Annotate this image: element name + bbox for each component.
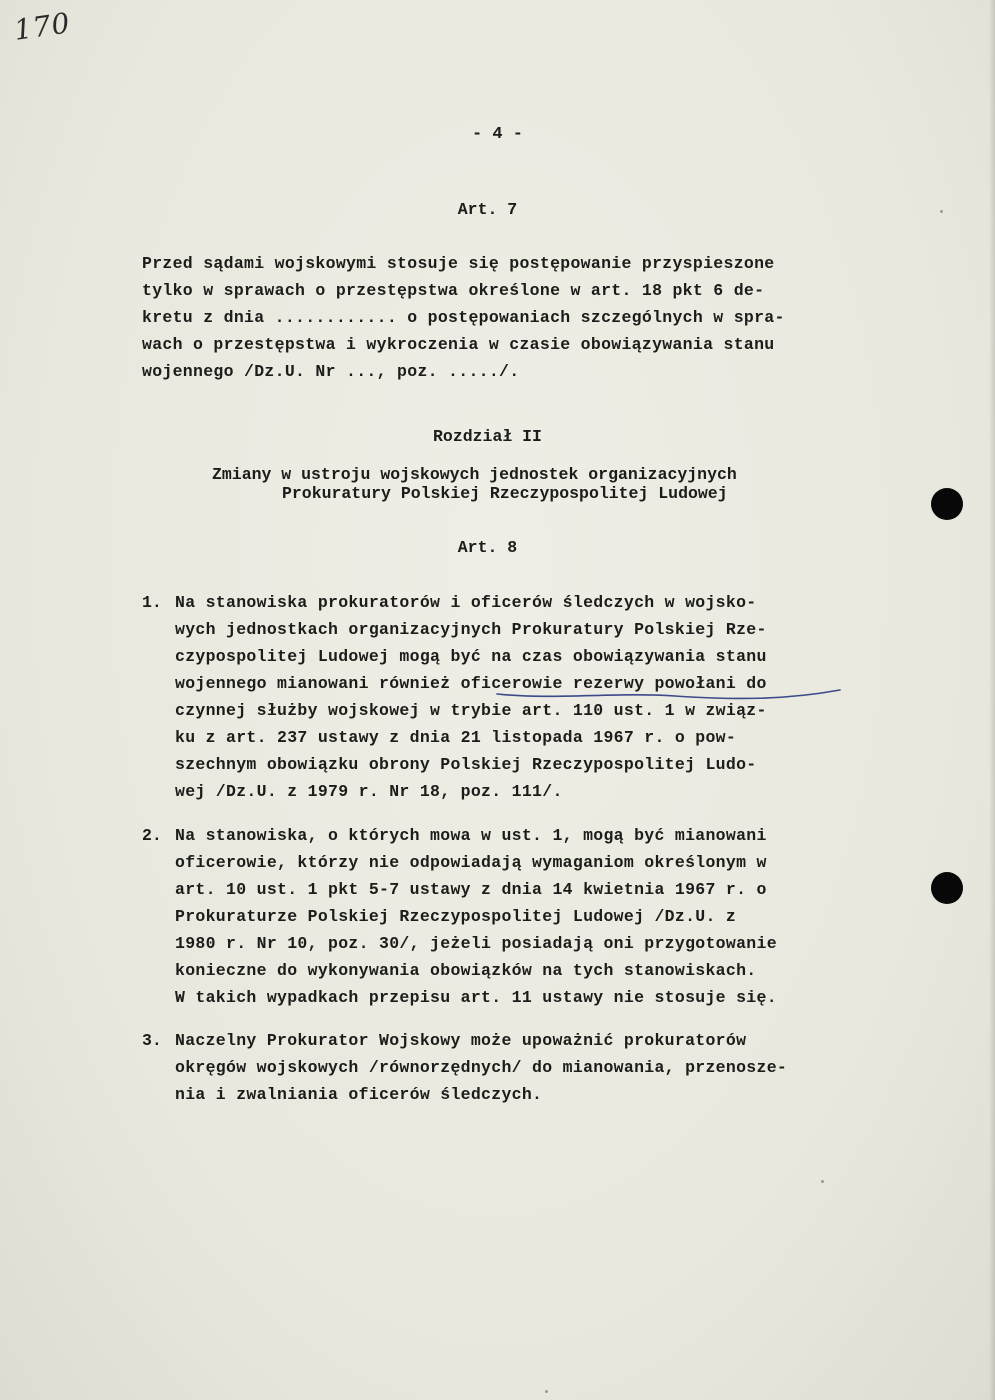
item-line: W takich wypadkach przepisu art. 11 ustawy nie stosuje się. [175,988,777,1007]
chapter-subtitle-line1: Zmiany w ustroju wojskowych jednostek organizacyjnych [212,465,737,484]
item-line: wojennego mianowani również oficerowie rezerwy powołani do [175,674,767,693]
item-line: ku z art. 237 ustawy z dnia 21 listopada 1967 r. o pow- [175,728,737,747]
item-line: okręgów wojskowych /równorzędnych/ do mianowania, przenosze- [175,1058,788,1077]
item-line: czynnej służby wojskowej w trybie art. 110 ust. 1 w związ- [175,701,767,720]
item-line: art. 10 ust. 1 pkt 5-7 ustawy z dnia 14 kwietnia 1967 r. o [175,880,767,899]
item-number: 1. [142,593,162,612]
art7-title: Art. 7 [457,200,518,219]
item-text [175,1031,875,1112]
art7-line: wojennego /Dz.U. Nr ..., poz. ...../. [142,362,520,381]
item-line: czypospolitej Ludowej mogą być na czas obowiązywania stanu [175,647,767,666]
page-edge-shadow [989,0,995,1400]
item-line: Na stanowiska prokuratorów i oficerów śledczych w wojsko- [175,593,757,612]
item-line: nia i zwalniania oficerów śledczych. [175,1085,543,1104]
chapter-title: Rozdział II [433,427,542,446]
art7-line: kretu z dnia ............ o postępowaniach szczególnych w spra- [142,308,785,327]
item-line: Na stanowiska, o których mowa w ust. 1, mogą być mianowani [175,826,767,845]
item-line: konieczne do wykonywania obowiązków na tych stanowiskach. [175,961,757,980]
paper-speck [940,210,943,213]
item-line: wych jednostkach organizacyjnych Prokuratury Polskiej Rze- [175,620,767,639]
art7-line: wach o przestępstwa i wykroczenia w czasie obowiązywania stanu [142,335,775,354]
art7-line: Przed sądami wojskowymi stosuje się postępowanie przyspieszone [142,254,775,273]
art7-line: tylko w sprawach o przestępstwa określone w art. 18 pkt 6 de- [142,281,765,300]
punch-hole [931,488,963,520]
paper-speck [545,1390,548,1393]
item-line: 1980 r. Nr 10, poz. 30/, jeżeli posiadają oni przygotowanie [175,934,777,953]
item-line: Prokuraturze Polskiej Rzeczypospolitej Ludowej /Dz.U. z [175,907,737,926]
item-line: Naczelny Prokurator Wojskowy może upoważnić prokuratorów [175,1031,747,1050]
item-number: 3. [142,1031,162,1050]
art7-body [142,254,872,389]
item-line: wej /Dz.U. z 1979 r. Nr 18, poz. 111/. [175,782,563,801]
handwritten-page-note: 170 [11,6,73,47]
pen-underline-mark [495,686,845,710]
paper-speck [821,1180,824,1183]
item-number: 2. [142,826,162,845]
page-number: - 4 - [471,125,523,144]
punch-hole [931,872,963,904]
chapter-subtitle-line2: Prokuratury Polskiej Rzeczypospolitej Ludowej [282,484,728,503]
item-text [175,826,875,1015]
item-line: oficerowie, którzy nie odpowiadają wymaganiom określonym w [175,853,767,872]
art8-title: Art. 8 [457,538,518,557]
item-line: szechnym obowiązku obrony Polskiej Rzeczypospolitej Ludo- [175,755,757,774]
